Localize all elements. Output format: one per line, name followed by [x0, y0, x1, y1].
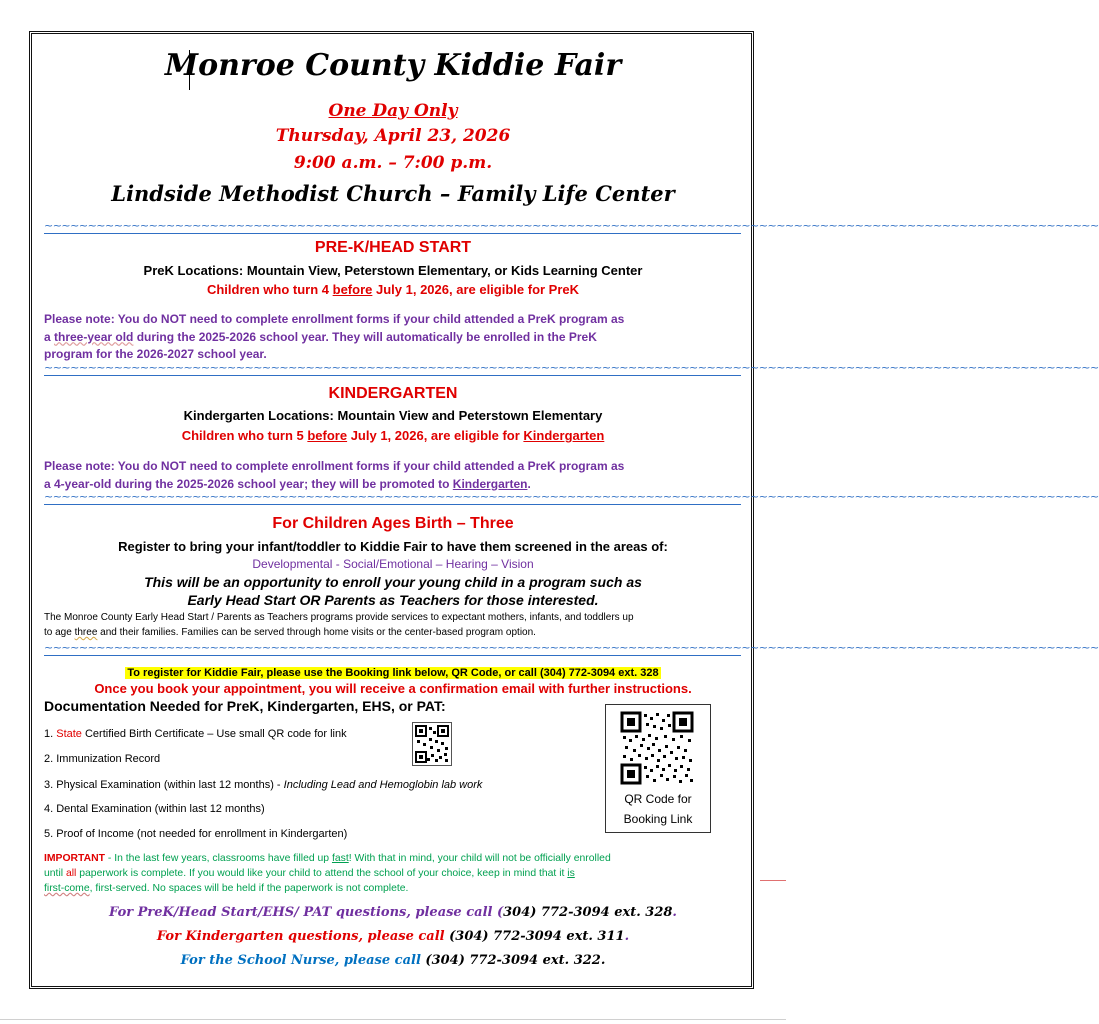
page-edge — [0, 1019, 786, 1020]
enroll-opportunity-2: Early Head Start OR Parents as Teachers for those interested. — [187, 592, 599, 608]
section-divider: ~~~~~~~~~~~~~~~~~~~~~~~~~~~~~~~~~~~~~~~~~~~~~~~~~~~~~~~~~~~~~~~~~~~~~~~~~~~~~~~~~~~~~~~~~~~~~~~~~~~~~~~~~~~~~~~~~~~~~~~~~ — [44, 641, 1099, 654]
confirmation-note: Once you book your appointment, you will receive a confirmation email with further instructions. — [94, 681, 692, 696]
kindergarten-eligibility: Children who turn 5 before July 1, 2026, are eligible for Kindergarten — [181, 428, 605, 443]
doc-item-dental: 4. Dental Examination (within last 12 months) — [44, 803, 265, 815]
kindergarten-note: Please note: You do NOT need to complete enrollment forms if your child attended a PreK program as a 4-year-old during the 2025-2026 school year; they will be promoted to Kindergarten. — [44, 459, 625, 491]
doc-item-birth-certificate: 1. State Certified Birth Certificate – Use small QR code for link — [44, 728, 347, 740]
event-time: 9:00 a.m. – 7:00 p.m. — [293, 153, 493, 173]
booking-qr-code[interactable] — [620, 711, 694, 785]
event-venue: Lindside Methodist Church – Family Life Center — [111, 181, 675, 206]
doc-item-income: 5. Proof of Income (not needed for enrollment in Kindergarten) — [44, 828, 348, 840]
comment-marker — [760, 880, 786, 881]
page-border — [29, 31, 1099, 989]
event-date: Thursday, April 23, 2026 — [275, 126, 511, 146]
booking-qr-panel[interactable] — [605, 704, 711, 833]
program-description: The Monroe County Early Head Start / Parents as Teachers programs provide services to expectant mothers, infants, and toddlers up to age three and their families. Families can be served through home visits or the center-based program option. — [44, 612, 634, 638]
kindergarten-locations: Kindergarten Locations: Mountain View and Peterstown Elementary — [183, 408, 603, 423]
registration-instructions: To register for Kiddie Fair, please use the Booking link below, QR Code, or call (304) 772-3094 ext. 328 — [127, 667, 659, 679]
birth-certificate-qr-code[interactable] — [412, 722, 452, 766]
important-notice: IMPORTANT - In the last few years, classrooms have filled up fast! With that in mind, your child will not be officially enrolled until all paperwork is complete. If you would like your child to attend the school of your choice, keep in mind that it is first-come, first-served. No spaces will be held if the paperwork is not complete. — [44, 853, 611, 894]
screening-areas: Developmental - Social/Emotional – Hearing – Vision — [252, 557, 534, 571]
kindergarten-heading: KINDERGARTEN — [328, 385, 458, 402]
prek-note: Please note: You do NOT need to complete enrollment forms if your child attended a PreK program as a three-year old during the 2025-2026 school year. They will automatically be enrolled in the PreK program for the 2026-2027 school year. — [44, 312, 625, 361]
prek-heading: PRE-K/HEAD START — [314, 239, 472, 256]
section-divider: ~~~~~~~~~~~~~~~~~~~~~~~~~~~~~~~~~~~~~~~~~~~~~~~~~~~~~~~~~~~~~~~~~~~~~~~~~~~~~~~~~~~~~~~~~~~~~~~~~~~~~~~~~~~~~~~~~~~~~~~~~ — [44, 490, 1099, 503]
page-title: Monroe County Kiddie Fair — [164, 48, 622, 83]
prek-locations: PreK Locations: Mountain View, Peterstown Elementary, or Kids Learning Center — [143, 263, 643, 278]
documentation-heading: Documentation Needed for PreK, Kindergarten, EHS, or PAT: — [44, 698, 446, 714]
enroll-opportunity-1: This will be an opportunity to enroll your young child in a program such as — [144, 574, 642, 590]
birth-register-text: Register to bring your infant/toddler to Kiddie Fair to have them screened in the areas of: — [118, 539, 668, 554]
qr-caption: QR Code for Booking Link — [623, 792, 693, 826]
school-nurse-contact: For the School Nurse, please call (304) 772-3094 ext. 322. — [180, 953, 606, 968]
prek-eligibility: Children who turn 4 before July 1, 2026, are eligible for PreK — [206, 282, 580, 297]
doc-item-physical: 3. Physical Examination (within last 12 months) - Including Lead and Hemoglobin lab work — [44, 779, 483, 791]
prek-contact: For PreK/Head Start/EHS/ PAT questions, please call (304) 772-3094 ext. 328. — [109, 905, 677, 920]
section-divider: ~~~~~~~~~~~~~~~~~~~~~~~~~~~~~~~~~~~~~~~~~~~~~~~~~~~~~~~~~~~~~~~~~~~~~~~~~~~~~~~~~~~~~~~~~~~~~~~~~~~~~~~~~~~~~~~~~~~~~~~~~ — [44, 361, 1099, 374]
kindergarten-contact: For Kindergarten questions, please call (304) 772-3094 ext. 311. — [156, 929, 630, 944]
doc-item-immunization: 2. Immunization Record — [44, 753, 161, 765]
section-divider: ~~~~~~~~~~~~~~~~~~~~~~~~~~~~~~~~~~~~~~~~~~~~~~~~~~~~~~~~~~~~~~~~~~~~~~~~~~~~~~~~~~~~~~~~~~~~~~~~~~~~~~~~~~~~~~~~~~~~~~~~~ — [44, 219, 1099, 232]
one-day-only: One Day Only — [328, 101, 458, 121]
birth-three-heading: For Children Ages Birth – Three — [272, 515, 514, 532]
